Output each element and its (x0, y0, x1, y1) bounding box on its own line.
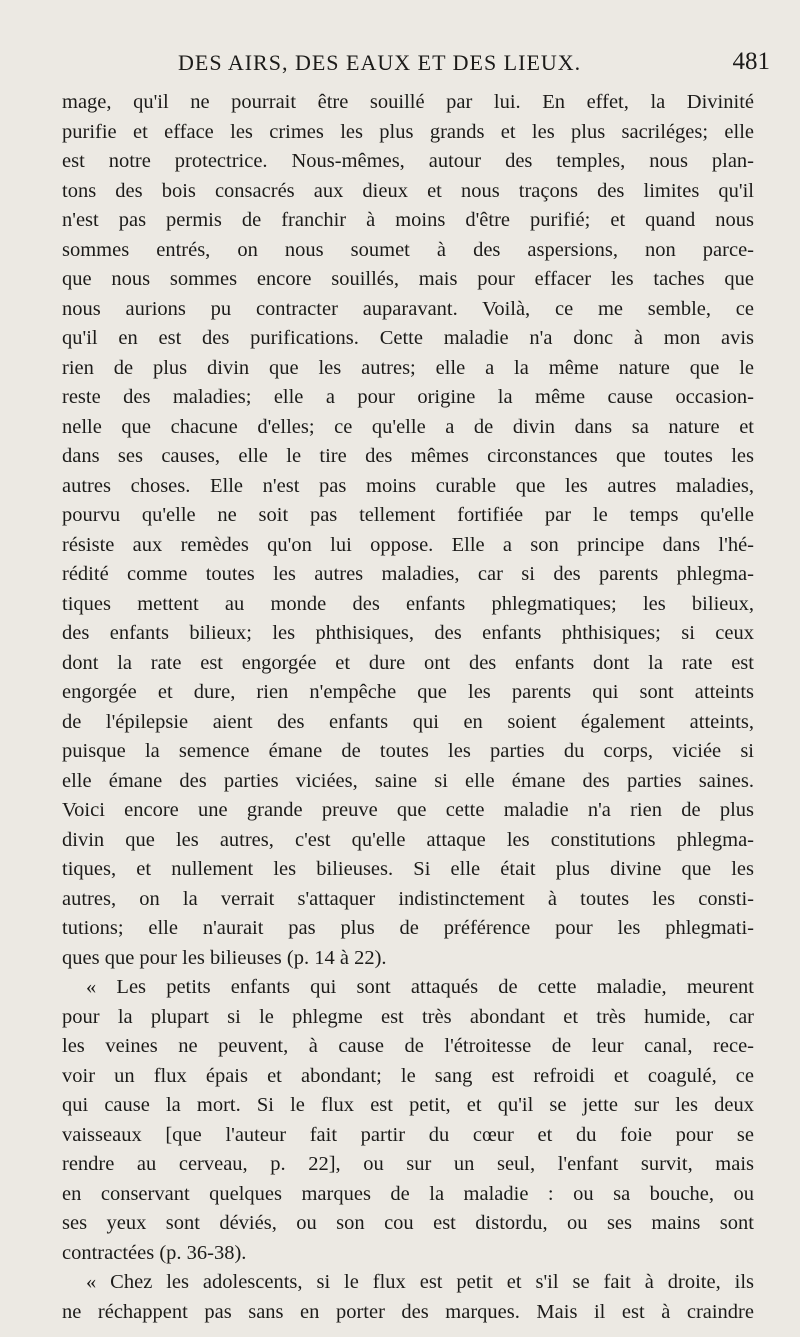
text-line: nous aurions pu contracter auparavant. Voilà, ce me semble, ce (62, 297, 754, 320)
text-line: rien de plus divin que les autres; elle a la même nature que le (62, 356, 754, 379)
page-header (0, 50, 800, 80)
text-line: elle émane des parties viciées, saine si elle émane des parties saines. (62, 769, 754, 792)
body-text (62, 88, 754, 1327)
text-line: « Les petits enfants qui sont attaqués de cette maladie, meurent (86, 976, 754, 998)
text-line: est notre protectrice. Nous-mêmes, autour des temples, nous plan- (62, 150, 754, 172)
text-line: divin que les autres, c'est qu'elle attaque les constitutions phlegma- (62, 828, 754, 851)
text-line: qu'il en est des purifications. Cette maladie n'a donc à mon avis (62, 327, 754, 349)
text-line: rédité comme toutes les autres maladies, car si des parents phlegma- (62, 563, 754, 585)
text-line: autres choses. Elle n'est pas moins curable que les autres maladies, (62, 474, 754, 497)
text-line: les veines ne peuvent, à cause de l'étroitesse de leur canal, rece- (62, 1035, 754, 1057)
text-line: autres, on la verrait s'attaquer indistinctement à toutes les consti- (62, 887, 754, 910)
text-line: pour la plupart si le phlegme est très abondant et très humide, car (62, 1005, 754, 1028)
text-line: reste des maladies; elle a pour origine la même cause occasion- (62, 386, 754, 408)
text-line: des enfants bilieux; les phthisiques, des enfants phthisiques; si ceux (62, 622, 754, 644)
text-line: qui cause la mort. Si le flux est petit, et qu'il se jette sur les deux (62, 1094, 754, 1116)
text-line: résiste aux remèdes qu'on lui oppose. Elle a son principe dans l'hé- (62, 533, 754, 556)
text-line: que nous sommes encore souillés, mais pour effacer les taches que (62, 268, 754, 290)
text-line: ques que pour les bilieuses (p. 14 à 22). (62, 946, 387, 969)
text-line: ne réchappent pas sans en porter des marques. Mais il est à craindre (62, 1300, 754, 1323)
page-number: 481 (732, 48, 770, 75)
text-line: vaisseaux [que l'auteur fait partir du cœur et du foie pour se (62, 1123, 754, 1146)
text-line: Voici encore une grande preuve que cette maladie n'a rien de plus (62, 799, 754, 821)
text-line: voir un flux épais et abondant; le sang est refroidi et coagulé, ce (62, 1064, 754, 1087)
text-line: engorgée et dure, rien n'empêche que les parents qui sont atteints (62, 681, 754, 703)
text-line: tutions; elle n'aurait pas plus de préférence pour les phlegmati- (62, 917, 754, 939)
text-line: tons des bois consacrés aux dieux et nous traçons des limites qu'il (62, 179, 754, 202)
text-line: sommes entrés, on nous soumet à des aspersions, non parce- (62, 238, 754, 261)
text-line: ses yeux sont déviés, ou son cou est distordu, ou ses mains sont (62, 1212, 754, 1234)
text-line: pourvu qu'elle ne soit pas tellement fortifiée par le temps qu'elle (62, 504, 754, 526)
text-line: contractées (p. 36-38). (62, 1241, 247, 1264)
text-line: tiques, et nullement les bilieuses. Si elle était plus divine que les (62, 858, 754, 880)
text-line: nelle que chacune d'elles; ce qu'elle a de divin dans sa nature et (62, 415, 754, 438)
text-line: dans ses causes, elle le tire des mêmes circonstances que toutes les (62, 445, 754, 467)
text-line: purifie et efface les crimes les plus grands et les plus sacriléges; elle (62, 120, 754, 143)
text-line: puisque la semence émane de toutes les parties du corps, viciée si (62, 740, 754, 762)
text-line: n'est pas permis de franchir à moins d'être purifié; et quand nous (62, 209, 754, 231)
text-line: « Chez les adolescents, si le flux est petit et s'il se fait à droite, ils (86, 1271, 754, 1293)
text-line: rendre au cerveau, p. 22], ou sur un seul, l'enfant survit, mais (62, 1153, 754, 1175)
text-line: de l'épilepsie aient des enfants qui en soient également atteints, (62, 710, 754, 733)
text-line: mage, qu'il ne pourrait être souillé par lui. En effet, la Divinité (62, 91, 754, 113)
text-line: en conservant quelques marques de la maladie : ou sa bouche, ou (62, 1182, 754, 1205)
running-head: DES AIRS, DES EAUX ET DES LIEUX. (178, 50, 582, 75)
text-line: dont la rate est engorgée et dure ont des enfants dont la rate est (62, 651, 754, 674)
text-line: tiques mettent au monde des enfants phlegmatiques; les bilieux, (62, 592, 754, 615)
